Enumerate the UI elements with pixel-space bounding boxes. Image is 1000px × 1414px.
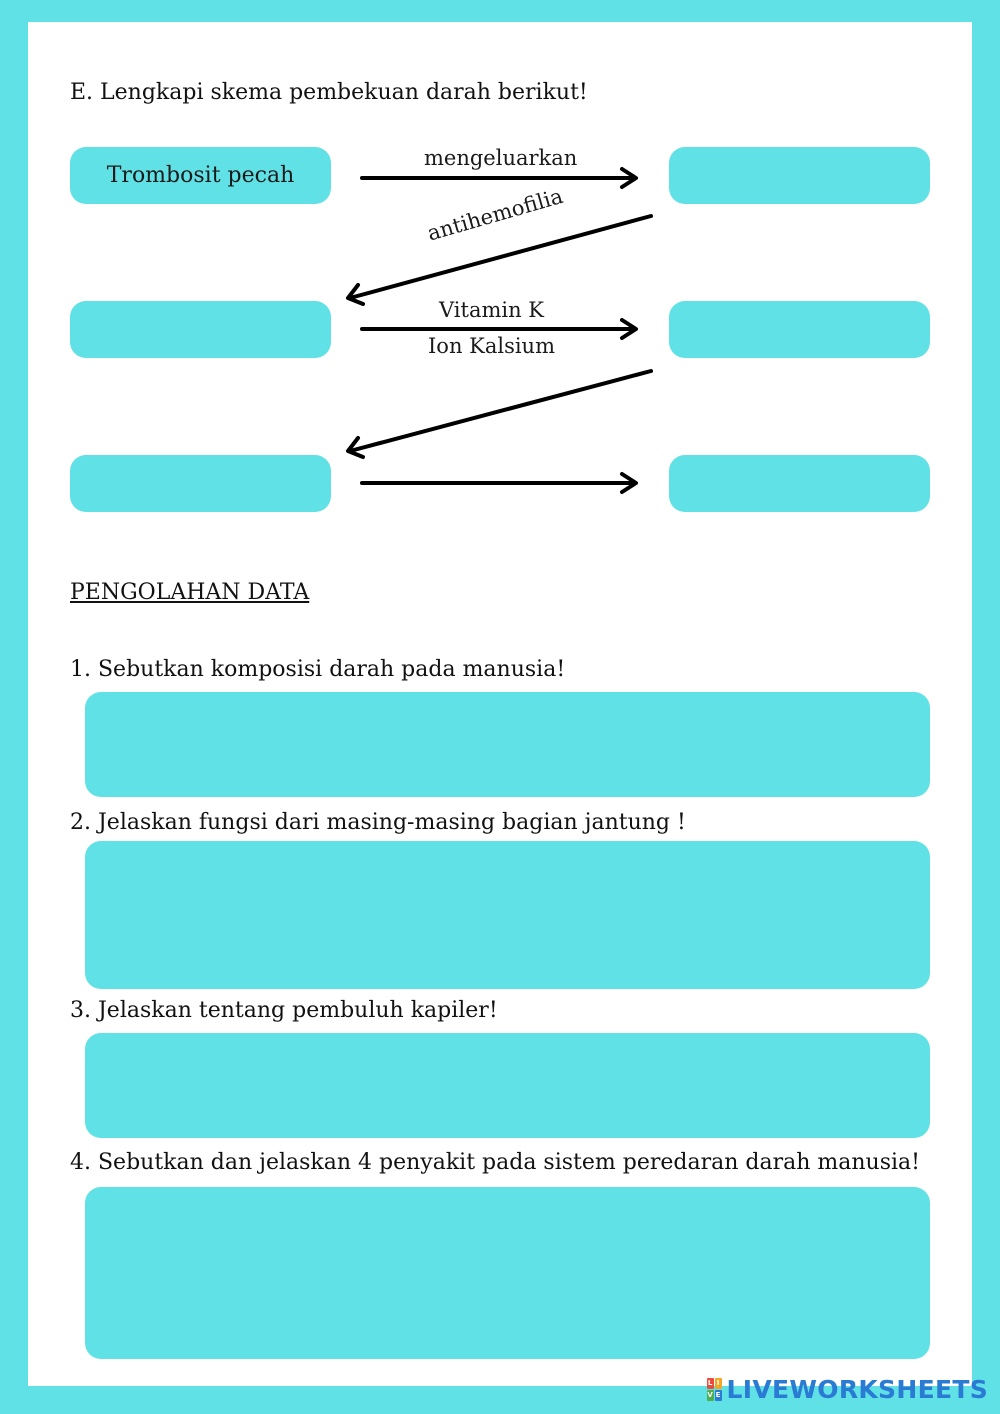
- question-3: 3. Jelaskan tentang pembuluh kapiler!: [70, 998, 498, 1023]
- label-vitamin-k: Vitamin K: [439, 298, 544, 322]
- answer-area-2[interactable]: [85, 841, 930, 989]
- label-antihemofilia: antihemofilia: [424, 183, 566, 246]
- label-ion-kalsium: Ion Kalsium: [428, 334, 555, 358]
- question-1: 1. Sebutkan komposisi darah pada manusia!: [70, 657, 566, 682]
- answer-area-4[interactable]: [85, 1187, 930, 1359]
- answer-area-3[interactable]: [85, 1033, 930, 1138]
- answer-box-4[interactable]: [70, 455, 331, 512]
- answer-box-5[interactable]: [669, 455, 930, 512]
- answer-area-1[interactable]: [85, 692, 930, 797]
- section-heading-pengolahan-data: PENGOLAHAN DATA: [70, 580, 310, 605]
- answer-box-3[interactable]: [669, 301, 930, 358]
- answer-box-1[interactable]: [669, 147, 930, 204]
- logo-mark-letter: L: [707, 1379, 713, 1387]
- label-mengeluarkan: mengeluarkan: [424, 146, 578, 170]
- answer-box-2[interactable]: [70, 301, 331, 358]
- logo-mark-letter: E: [715, 1391, 721, 1399]
- question-4: 4. Sebutkan dan jelaskan 4 penyakit pada sistem peredaran darah manusia!: [70, 1150, 920, 1175]
- question-2: 2. Jelaskan fungsi dari masing-masing bagian jantung !: [70, 810, 686, 835]
- start-box-trombosit-pecah: Trombosit pecah: [70, 147, 331, 204]
- section-e-title: E. Lengkapi skema pembekuan darah berikut!: [70, 80, 588, 105]
- logo-mark-letter: I: [715, 1378, 722, 1389]
- logo-mark-letter: V: [707, 1391, 713, 1399]
- liveworksheets-logo: [707, 1375, 988, 1404]
- logo-text: LIVEWORKSHEETS: [726, 1375, 988, 1404]
- logo-mark-icon: [707, 1378, 722, 1401]
